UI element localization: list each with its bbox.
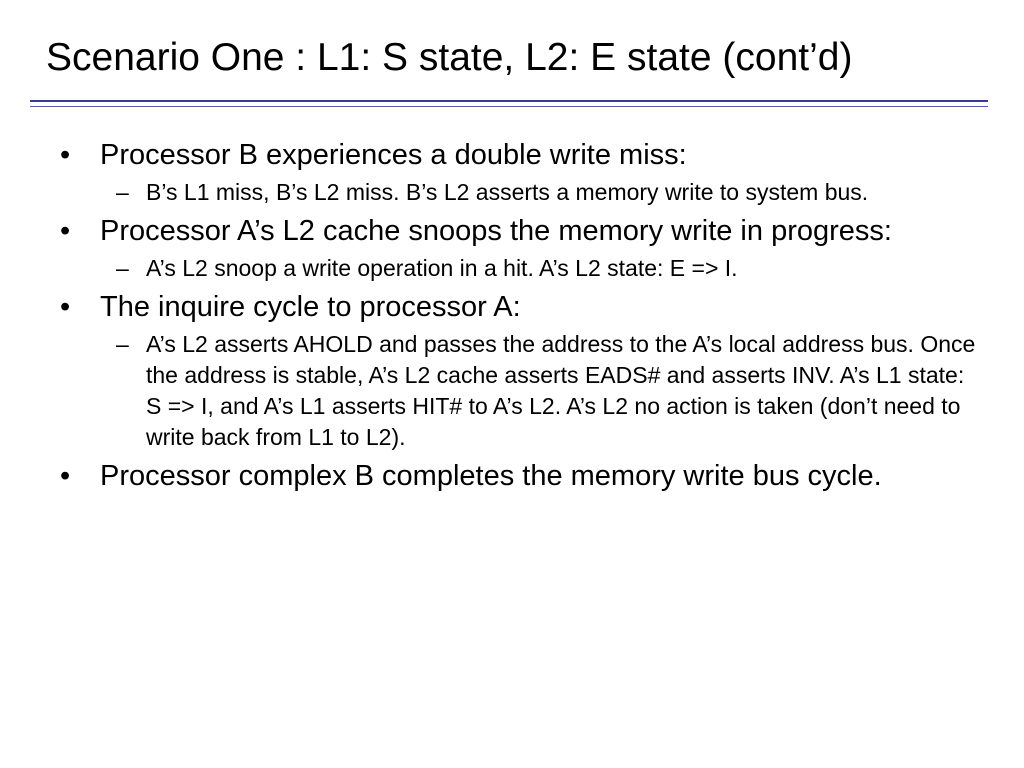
sub-list	[58, 177, 978, 208]
bullet-item	[58, 459, 978, 494]
sub-item	[58, 177, 978, 208]
bullet-text: Processor complex B completes the memory write bus cycle.	[100, 460, 882, 492]
sub-text: A’s L2 snoop a write operation in a hit. A’s L2 state: E => I.	[146, 255, 738, 281]
sub-list	[58, 329, 978, 453]
bullet-marker: •	[60, 215, 71, 247]
sub-list	[58, 253, 978, 284]
sub-item	[58, 329, 978, 453]
slide-body	[58, 138, 978, 498]
bullet-item	[58, 214, 978, 249]
slide-title: Scenario One : L1: S state, L2: E state (cont’d)	[46, 36, 853, 79]
bullet-text: Processor A’s L2 cache snoops the memory write in progress:	[100, 215, 892, 247]
bullet-text: Processor B experiences a double write miss:	[100, 139, 687, 171]
sub-item	[58, 253, 978, 284]
bullet-item	[58, 138, 978, 173]
title-divider-thin	[30, 106, 988, 107]
title-divider	[30, 100, 988, 102]
sub-marker: –	[116, 255, 129, 281]
sub-text: B’s L1 miss, B’s L2 miss. B’s L2 asserts a memory write to system bus.	[146, 179, 869, 205]
sub-marker: –	[116, 179, 129, 205]
sub-marker: –	[116, 331, 129, 357]
bullet-marker: •	[60, 139, 71, 171]
bullet-item	[58, 290, 978, 325]
bullet-marker: •	[60, 291, 71, 323]
bullet-marker: •	[60, 460, 71, 492]
sub-text: A’s L2 asserts AHOLD and passes the address to the A’s local address bus. Once the address is stable, A’s L2 cache asserts EADS# and asserts INV. A’s L1 state: S => I, and A’s L1 asserts HIT# to A’s L2. A’s L2 no action is taken (don’t need to write back from L1 to L2).	[146, 331, 976, 450]
bullet-text: The inquire cycle to processor A:	[100, 291, 521, 323]
